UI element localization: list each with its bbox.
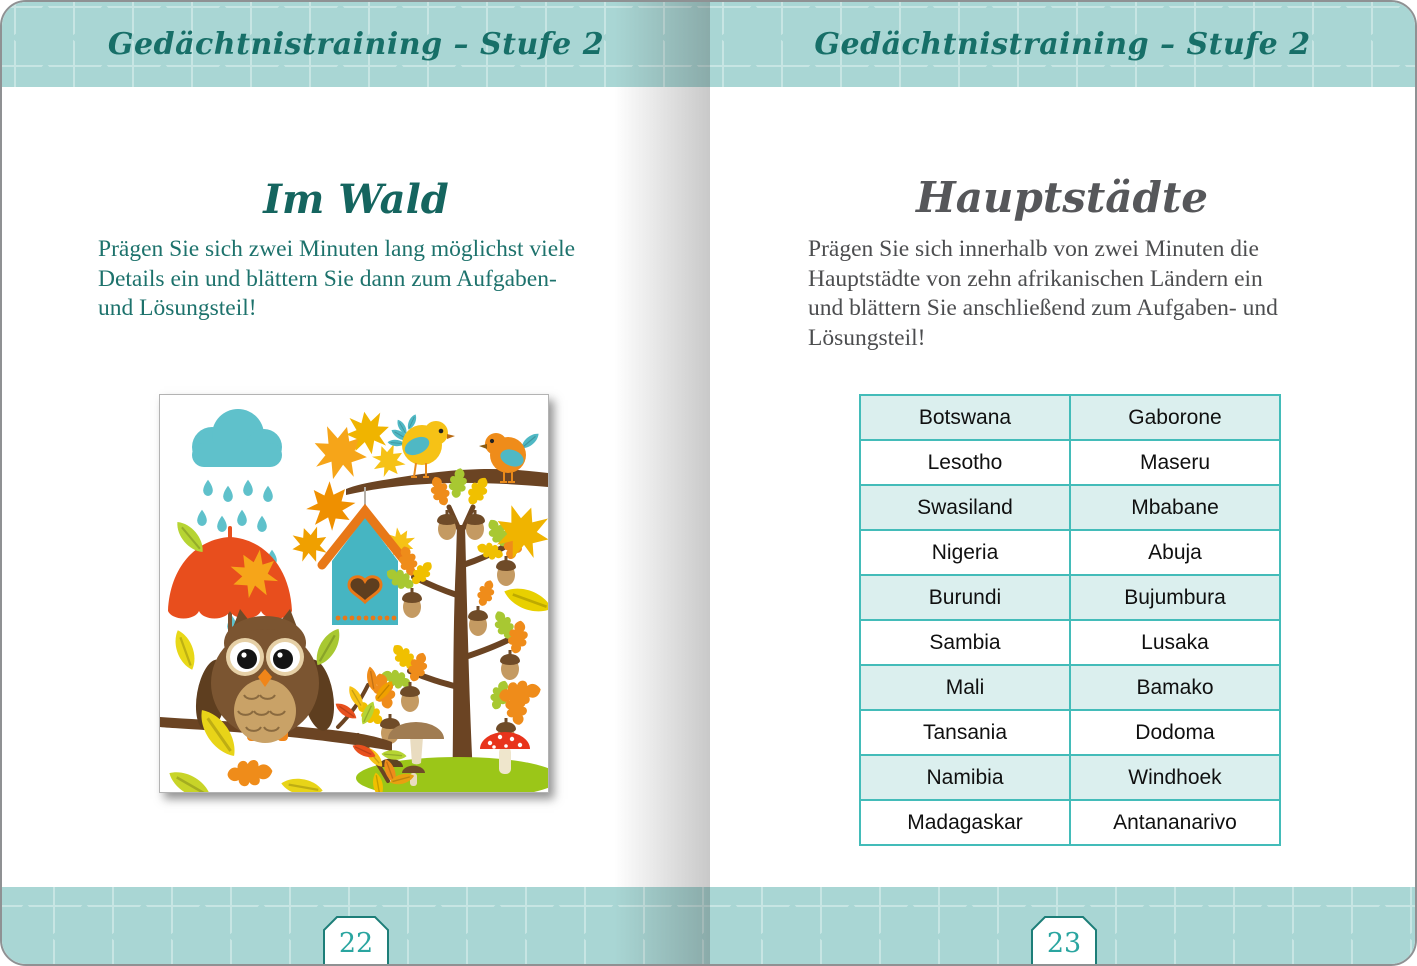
capitals-table-body [860,395,1280,845]
table-row [860,800,1280,845]
book-gutter-shadow [614,2,710,964]
instruction-line: Prägen Sie sich zwei Minuten lang möglichst viele [98,236,576,262]
left-page-instructions [98,235,638,324]
country-cell: Nigeria [860,530,1070,575]
capitals-table [859,394,1281,846]
country-cell: Sambia [860,620,1070,665]
capital-cell: Gaborone [1070,395,1280,440]
table-row [860,530,1280,575]
forest-memory-illustration [159,394,549,793]
page-tag-icon [1031,916,1097,966]
capital-cell: Antananarivo [1070,800,1280,845]
right-page-instructions [808,235,1348,353]
capital-cell: Bamako [1070,665,1280,710]
capital-cell: Bujumbura [1070,575,1280,620]
country-cell: Lesotho [860,440,1070,485]
instruction-line: Hauptstädte von zehn afrikanischen Ländern ein [808,265,1263,292]
puzzle-pattern-icon [2,887,1415,964]
instruction-line: Prägen Sie sich innerhalb von zwei Minuten die [808,236,1259,262]
page-number: 22 [338,928,374,959]
footer-band [2,887,1415,964]
instruction-line: und blättern Sie anschließend zum Aufgaben- und [808,295,1278,321]
capital-cell: Dodoma [1070,710,1280,755]
page-tag-icon [323,916,389,966]
country-cell: Madagaskar [860,800,1070,845]
capital-cell: Maseru [1070,440,1280,485]
page-number-badge-right [1031,916,1097,966]
capital-cell: Lusaka [1070,620,1280,665]
country-cell: Namibia [860,755,1070,800]
table-row [860,665,1280,710]
birdhouse-icon [322,511,408,625]
table-row [860,710,1280,755]
right-page-title: Hauptstädte [916,173,1208,222]
country-cell: Burundi [860,575,1070,620]
table-row [860,755,1280,800]
country-cell: Mali [860,665,1070,710]
forest-scene-icon [160,395,548,792]
yellow-bird-icon [387,421,455,477]
instruction-line: und Lösungsteil! [98,295,257,321]
running-head-right: Gedächtnistraining – Stufe 2 [814,27,1311,62]
page-number-badge-left [323,916,389,966]
table-row [860,575,1280,620]
country-cell: Botswana [860,395,1070,440]
table-row [860,620,1280,665]
table-row [860,440,1280,485]
capital-cell: Mbabane [1070,485,1280,530]
capital-cell: Abuja [1070,530,1280,575]
running-head-left: Gedächtnistraining – Stufe 2 [107,27,605,62]
capital-cell: Windhoek [1070,755,1280,800]
left-page-title: Im Wald [263,176,449,223]
instruction-line: Details ein und blättern Sie dann zum Aufgaben- [98,265,557,292]
country-cell: Tansania [860,710,1070,755]
table-row [860,485,1280,530]
table-row [860,395,1280,440]
instruction-line: Lösungsteil! [808,324,926,351]
country-cell: Swasiland [860,485,1070,530]
page-number: 23 [1046,928,1082,959]
